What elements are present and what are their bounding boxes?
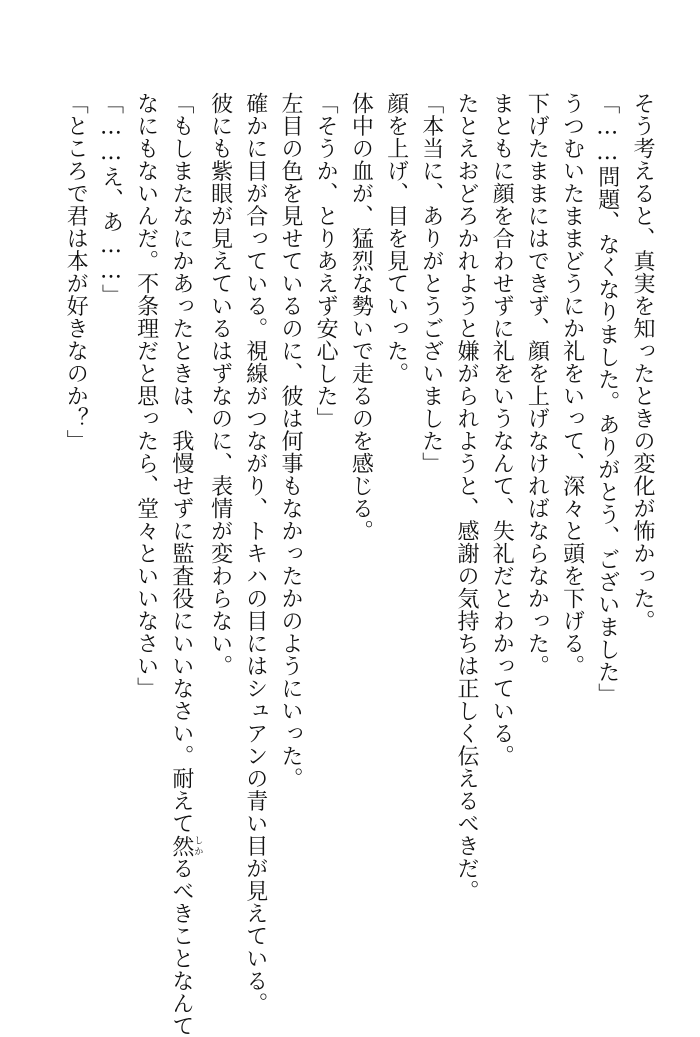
text-line-4: 下げたままにはできず、顔を上げなければならなかった。 [524, 92, 550, 677]
text-line-16: 「……え、あ……」 [98, 92, 124, 307]
text-line-1: そう考えると、真実を知ったときの変化が怖かった。 [630, 92, 655, 632]
text-line-10: 「そうか、とりあえず安心した」 [313, 92, 339, 430]
text-line-14-tail: るべきことなんて [168, 857, 194, 1037]
text-line-13: 彼にも紫眼が見えているはずなのに、表情が変わらない。 [207, 92, 233, 677]
ruby-base: 然 [168, 834, 194, 857]
text-line-2: 「……問題、なくなりました。ありがとう、ございました」 [594, 92, 620, 706]
text-line-8: 顔を上げ、目を見ていった。 [383, 92, 409, 385]
vertical-text-body [58, 92, 660, 1037]
text-line-3: うつむいたままどうにか礼をいって、深々と頭を下げる。 [559, 92, 585, 677]
furigana-ruby [168, 834, 203, 858]
ruby-reading: しか [192, 834, 203, 857]
text-line-14 [164, 92, 203, 1037]
text-line-7: 「本当に、ありがとうございました」 [418, 92, 444, 475]
text-line-12: 確かに目が合っている。視線がつながり、トキハの目にはシュアンの青い目が見えている。 [242, 92, 268, 1015]
text-line-9: 体中の血が、猛烈な勢いで走るのを感じる。 [348, 92, 374, 542]
text-line-11: 左目の色を見せているのに、彼は何事もなかったかのようにいった。 [277, 92, 303, 790]
text-line-14-head: 「もしまたなにかあったときは、我慢せずに監査役にいいなさい。耐えて [168, 92, 194, 835]
text-line-17: 「ところで君は本が好きなのか？」 [63, 92, 89, 452]
text-line-5: まともに顔を合わせずに礼をいうなんて、失礼だとわかっている。 [489, 92, 515, 767]
text-line-6: たとえおどろかれようと嫌がられようと、感謝の気持ちは正しく伝えるべきだ。 [453, 92, 479, 902]
text-line-15: なにもないんだ。不条理だと思ったら、堂々といいなさい」 [133, 92, 159, 700]
